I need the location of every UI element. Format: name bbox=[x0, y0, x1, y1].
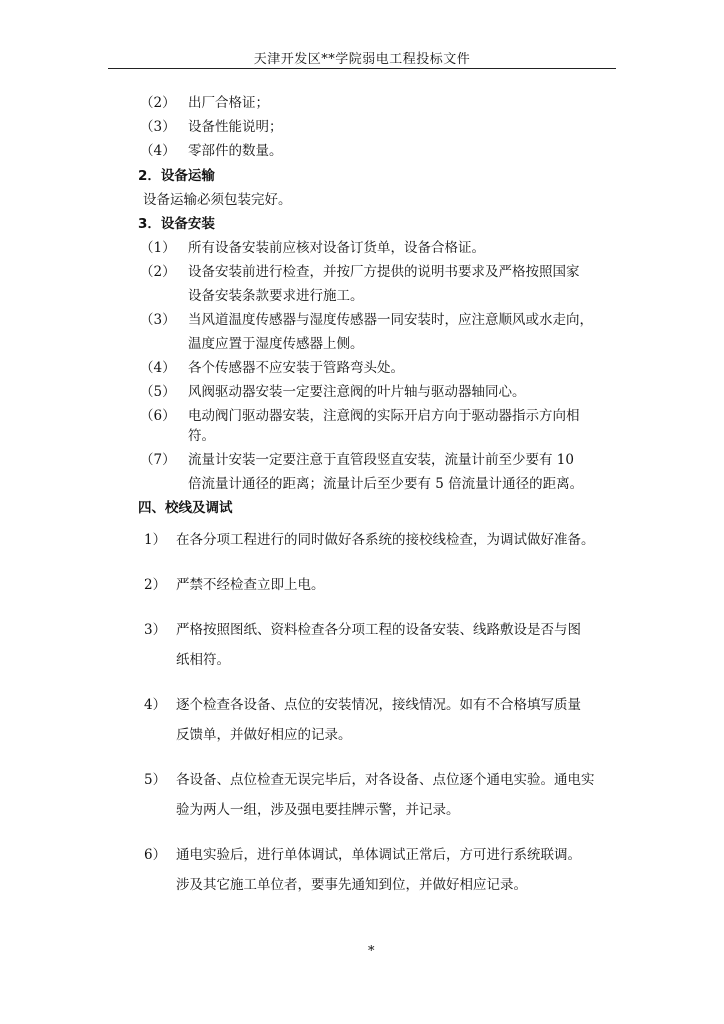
item-number: （6） bbox=[140, 408, 176, 424]
item-number: 5） bbox=[144, 772, 167, 788]
item-number: （3） bbox=[140, 312, 176, 328]
item-text: 反馈单，并做好相应的记录。 bbox=[176, 727, 352, 743]
section-heading-testing: 四、校线及调试 bbox=[138, 500, 233, 516]
item-number: 2） bbox=[144, 577, 167, 593]
item-text: 设备安装条款要求进行施工。 bbox=[188, 288, 364, 304]
item-number: （4） bbox=[140, 143, 176, 159]
header-rule bbox=[108, 68, 616, 69]
item-text: 逐个检查各设备、点位的安装情况，接线情况。如有不合格填写质量 bbox=[176, 697, 581, 713]
item-number: （5） bbox=[140, 384, 176, 400]
item-number: （1） bbox=[140, 240, 176, 256]
item-text: 所有设备安装前应核对设备订货单，设备合格证。 bbox=[188, 240, 485, 256]
item-number: （3） bbox=[140, 119, 176, 135]
item-number: 1） bbox=[144, 532, 167, 548]
item-text: 验为两人一组，涉及强电要挂牌示警，并记录。 bbox=[176, 802, 460, 818]
item-text: 流量计安装一定要注意于直管段竖直安装，流量计前至少要有 10 bbox=[188, 452, 574, 468]
item-number: （2） bbox=[140, 264, 176, 280]
section-heading-transport: 2．设备运输 bbox=[138, 168, 215, 184]
paragraph: 设备运输必须包装完好。 bbox=[143, 192, 292, 208]
item-text: 电动阀门驱动器安装，注意阀的实际开启方向于驱动器指示方向相 bbox=[188, 408, 580, 424]
item-text: 风阀驱动器安装一定要注意阀的叶片轴与驱动器轴同心。 bbox=[188, 384, 526, 400]
item-text: 设备性能说明； bbox=[188, 119, 283, 135]
item-text: 通电实验后，进行单体调试，单体调试正常后，方可进行系统联调。 bbox=[176, 847, 581, 863]
item-text: 在各分项工程进行的同时做好各系统的接校线检查，为调试做好准备。 bbox=[176, 532, 595, 548]
section-heading-install: 3．设备安装 bbox=[138, 216, 215, 232]
item-text: 设备安装前进行检查，并按厂方提供的说明书要求及严格按照国家 bbox=[188, 264, 580, 280]
page-footer-mark: * bbox=[368, 944, 375, 959]
item-text: 各设备、点位检查无误完毕后，对各设备、点位逐个通电实验。通电实 bbox=[176, 772, 595, 788]
item-number: 6） bbox=[144, 847, 167, 863]
item-text: 纸相符。 bbox=[176, 652, 230, 668]
item-number: （4） bbox=[140, 360, 176, 376]
item-text: 零部件的数量。 bbox=[188, 143, 283, 159]
item-number: （2） bbox=[140, 95, 176, 111]
item-text: 温度应置于湿度传感器上侧。 bbox=[188, 336, 364, 352]
item-number: 4） bbox=[144, 697, 167, 713]
item-number: 3） bbox=[144, 622, 167, 638]
item-text: 当风道温度传感器与湿度传感器一同安装时，应注意顺风或水走向， bbox=[188, 312, 593, 328]
item-number: （7） bbox=[140, 452, 176, 468]
item-text: 严禁不经检查立即上电。 bbox=[176, 577, 325, 593]
item-text: 倍流量计通径的距离；流量计后至少要有 5 倍流量计通径的距离。 bbox=[188, 476, 584, 492]
item-text: 出厂合格证； bbox=[188, 95, 269, 111]
item-text: 严格按照图纸、资料检查各分项工程的设备安装、线路敷设是否与图 bbox=[176, 622, 581, 638]
item-text: 涉及其它施工单位者，要事先通知到位，并做好相应记录。 bbox=[176, 877, 527, 893]
page-header-title: 天津开发区**学院弱电工程投标文件 bbox=[253, 52, 471, 67]
item-text: 各个传感器不应安装于管路弯头处。 bbox=[188, 360, 404, 376]
item-text: 符。 bbox=[188, 428, 215, 444]
